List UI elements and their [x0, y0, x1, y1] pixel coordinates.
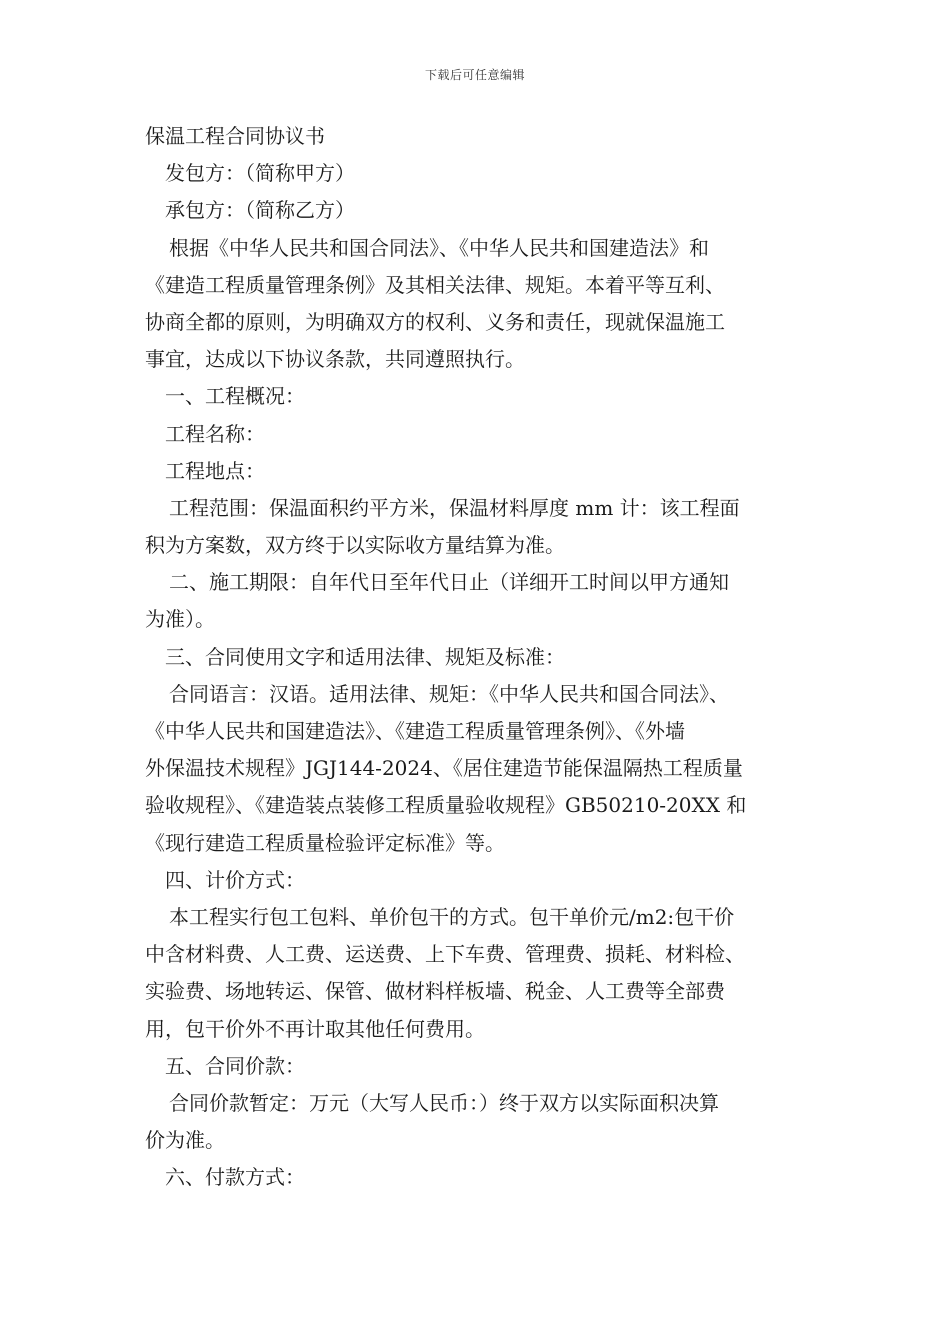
paragraph-line: 事宜，达成以下协议条款，共同遵照执行。	[145, 347, 525, 372]
paragraph-line: 《现行建造工程质量检验评定标准》等。	[145, 830, 505, 855]
section-heading: 一、工程概况：	[165, 384, 305, 409]
party-b-line: 承包方：（简称乙方）	[165, 198, 355, 223]
paragraph-line: 为准）。	[145, 607, 215, 632]
paragraph-line: 工程范围：保温面积约平方米，保温材料厚度 mm 计：该工程面	[169, 495, 740, 520]
paragraph-line: 协商全都的原则，为明确双方的权利、义务和责任，现就保温施工	[145, 309, 725, 334]
section-heading: 三、合同使用文字和适用法律、规矩及标准：	[165, 644, 565, 669]
paragraph-line: 合同价款暂定：万元（大写人民币：）终于双方以实际面积决算	[169, 1090, 719, 1115]
document-body	[145, 118, 810, 1196]
field-line: 工程名称：	[165, 421, 265, 446]
page-header-note: 下载后可任意编辑	[424, 68, 525, 82]
paragraph-line: 验收规程》、《建造装点装修工程质量验收规程》GB50210-20XX 和	[145, 793, 747, 818]
paragraph-line: 积为方案数，双方终于以实际收方量结算为准。	[145, 533, 565, 558]
section-heading: 二、施工期限：自年代日至年代日止（详细开工时间以甲方通知	[169, 570, 729, 595]
party-a-line: 发包方：（简称甲方）	[165, 161, 355, 186]
paragraph-line: 根据《中华人民共和国合同法》、《中华人民共和国建造法》和	[169, 235, 709, 260]
paragraph-line: 实验费、场地转运、保管、做材料样板墙、税金、人工费等全部费	[145, 979, 725, 1004]
section-heading: 四、计价方式：	[165, 867, 305, 892]
paragraph-line: 合同语言：汉语。适用法律、规矩：《中华人民共和国合同法》、	[169, 681, 729, 706]
section-heading: 五、合同价款：	[165, 1053, 305, 1078]
paragraph-line: 《中华人民共和国建造法》、《建造工程质量管理条例》、《外墙	[145, 719, 685, 743]
paragraph-line: 用，包干价外不再计取其他任何费用。	[145, 1016, 485, 1041]
section-heading: 六、付款方式：	[165, 1165, 305, 1190]
document-title: 保温工程合同协议书	[145, 124, 325, 148]
field-line: 工程地点：	[165, 458, 265, 483]
paragraph-line: 外保温技术规程》JGJ144-2024、《居住建造节能保温隔热工程质量	[145, 756, 743, 781]
paragraph-line: 本工程实行包工包料、单价包干的方式。包干单价元/m2:包干价	[169, 904, 735, 929]
paragraph-line: 《建造工程质量管理条例》及其相关法律、规矩。本着平等互利、	[145, 272, 725, 297]
paragraph-line: 中含材料费、人工费、运送费、上下车费、管理费、损耗、材料检、	[145, 942, 745, 967]
paragraph-line: 价为准。	[145, 1128, 225, 1153]
